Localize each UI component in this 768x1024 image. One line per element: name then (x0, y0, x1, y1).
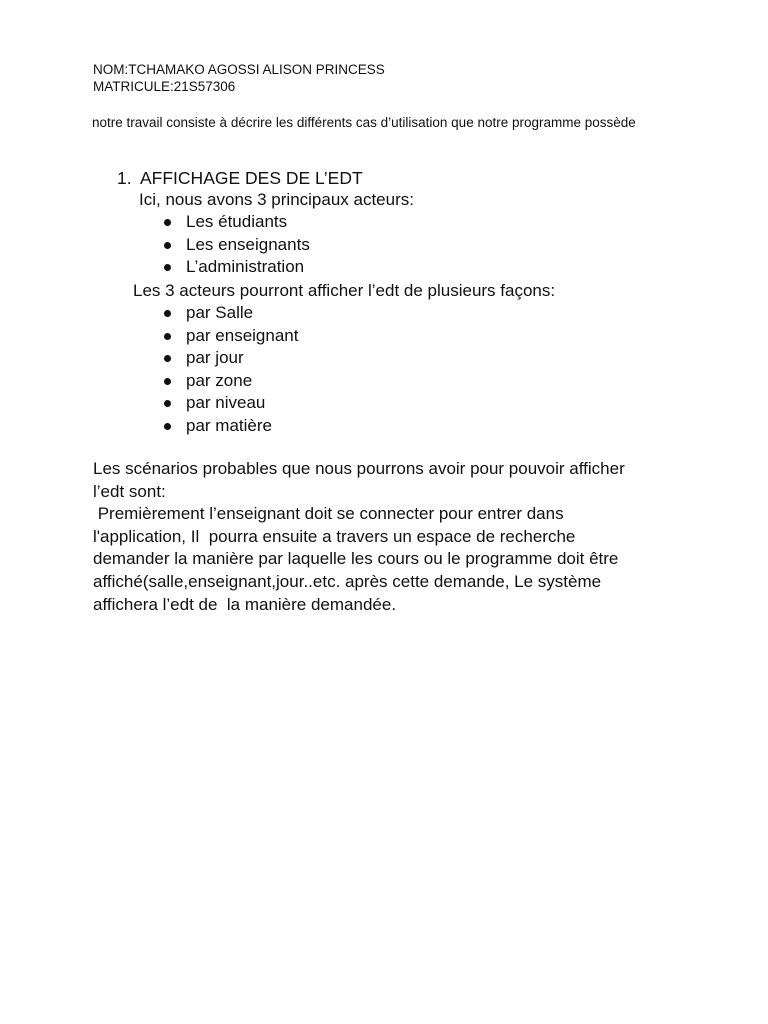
bullet-icon (164, 378, 171, 385)
view-label: par zone (186, 370, 253, 390)
bullet-icon (164, 242, 171, 249)
section-heading (117, 167, 363, 189)
paragraph-line: affiché(salle,enseignant,jour..etc. après cette demande, Le système (93, 571, 602, 591)
paragraph-line: l'application, Il pourra ensuite a travers un espace de recherche (93, 526, 576, 546)
list-item (164, 370, 298, 393)
bullet-icon (164, 264, 171, 271)
student-matricule-line: MATRICULE:21S57306 (93, 79, 236, 94)
list-item (164, 392, 298, 415)
list-item (164, 234, 310, 257)
actors-list (164, 211, 310, 279)
paragraph-line: Les scénarios probables que nous pourrons avoir pour pouvoir afficher (93, 459, 625, 478)
paragraph-line: affichera l’edt de la manière demandée. (93, 594, 397, 614)
view-label: par jour (186, 348, 244, 368)
list-item (164, 325, 298, 348)
view-label: par matière (186, 415, 272, 435)
bullet-icon (164, 355, 171, 362)
student-name-line: NOM:TCHAMAKO AGOSSI ALISON PRINCESS (93, 62, 385, 77)
bullet-icon (164, 333, 171, 340)
actor-label: L’administration (186, 257, 305, 277)
views-intro: Les 3 acteurs pourront afficher l’edt de plusieurs façons: (133, 281, 556, 300)
actors-intro: Ici, nous avons 3 principaux acteurs: (139, 190, 414, 209)
bullet-icon (164, 310, 171, 317)
intro-text: notre travail consiste à décrire les différents cas d’utilisation que notre programme possède (92, 115, 636, 130)
scenario-paragraph (93, 458, 693, 616)
bullet-icon (164, 219, 171, 226)
paragraph-line: l’edt sont: (93, 481, 166, 501)
actor-label: Les enseignants (186, 234, 310, 254)
view-label: par Salle (186, 303, 254, 322)
list-item (164, 302, 298, 325)
actor-label: Les étudiants (186, 212, 288, 231)
list-item (164, 211, 310, 234)
view-label: par niveau (186, 393, 266, 413)
section-title: AFFICHAGE DES DE L’EDT (140, 168, 363, 188)
paragraph-line: demander la manière par laquelle les cours ou le programme doit être (93, 549, 619, 569)
views-list (164, 302, 298, 438)
view-label: par enseignant (186, 325, 299, 345)
list-item (164, 415, 298, 438)
section-number: 1. (117, 168, 132, 188)
list-item (164, 347, 298, 370)
bullet-icon (164, 400, 171, 407)
bullet-icon (164, 423, 171, 430)
paragraph-line: Premièrement l’enseignant doit se connecter pour entrer dans (93, 504, 564, 524)
list-item (164, 256, 310, 279)
